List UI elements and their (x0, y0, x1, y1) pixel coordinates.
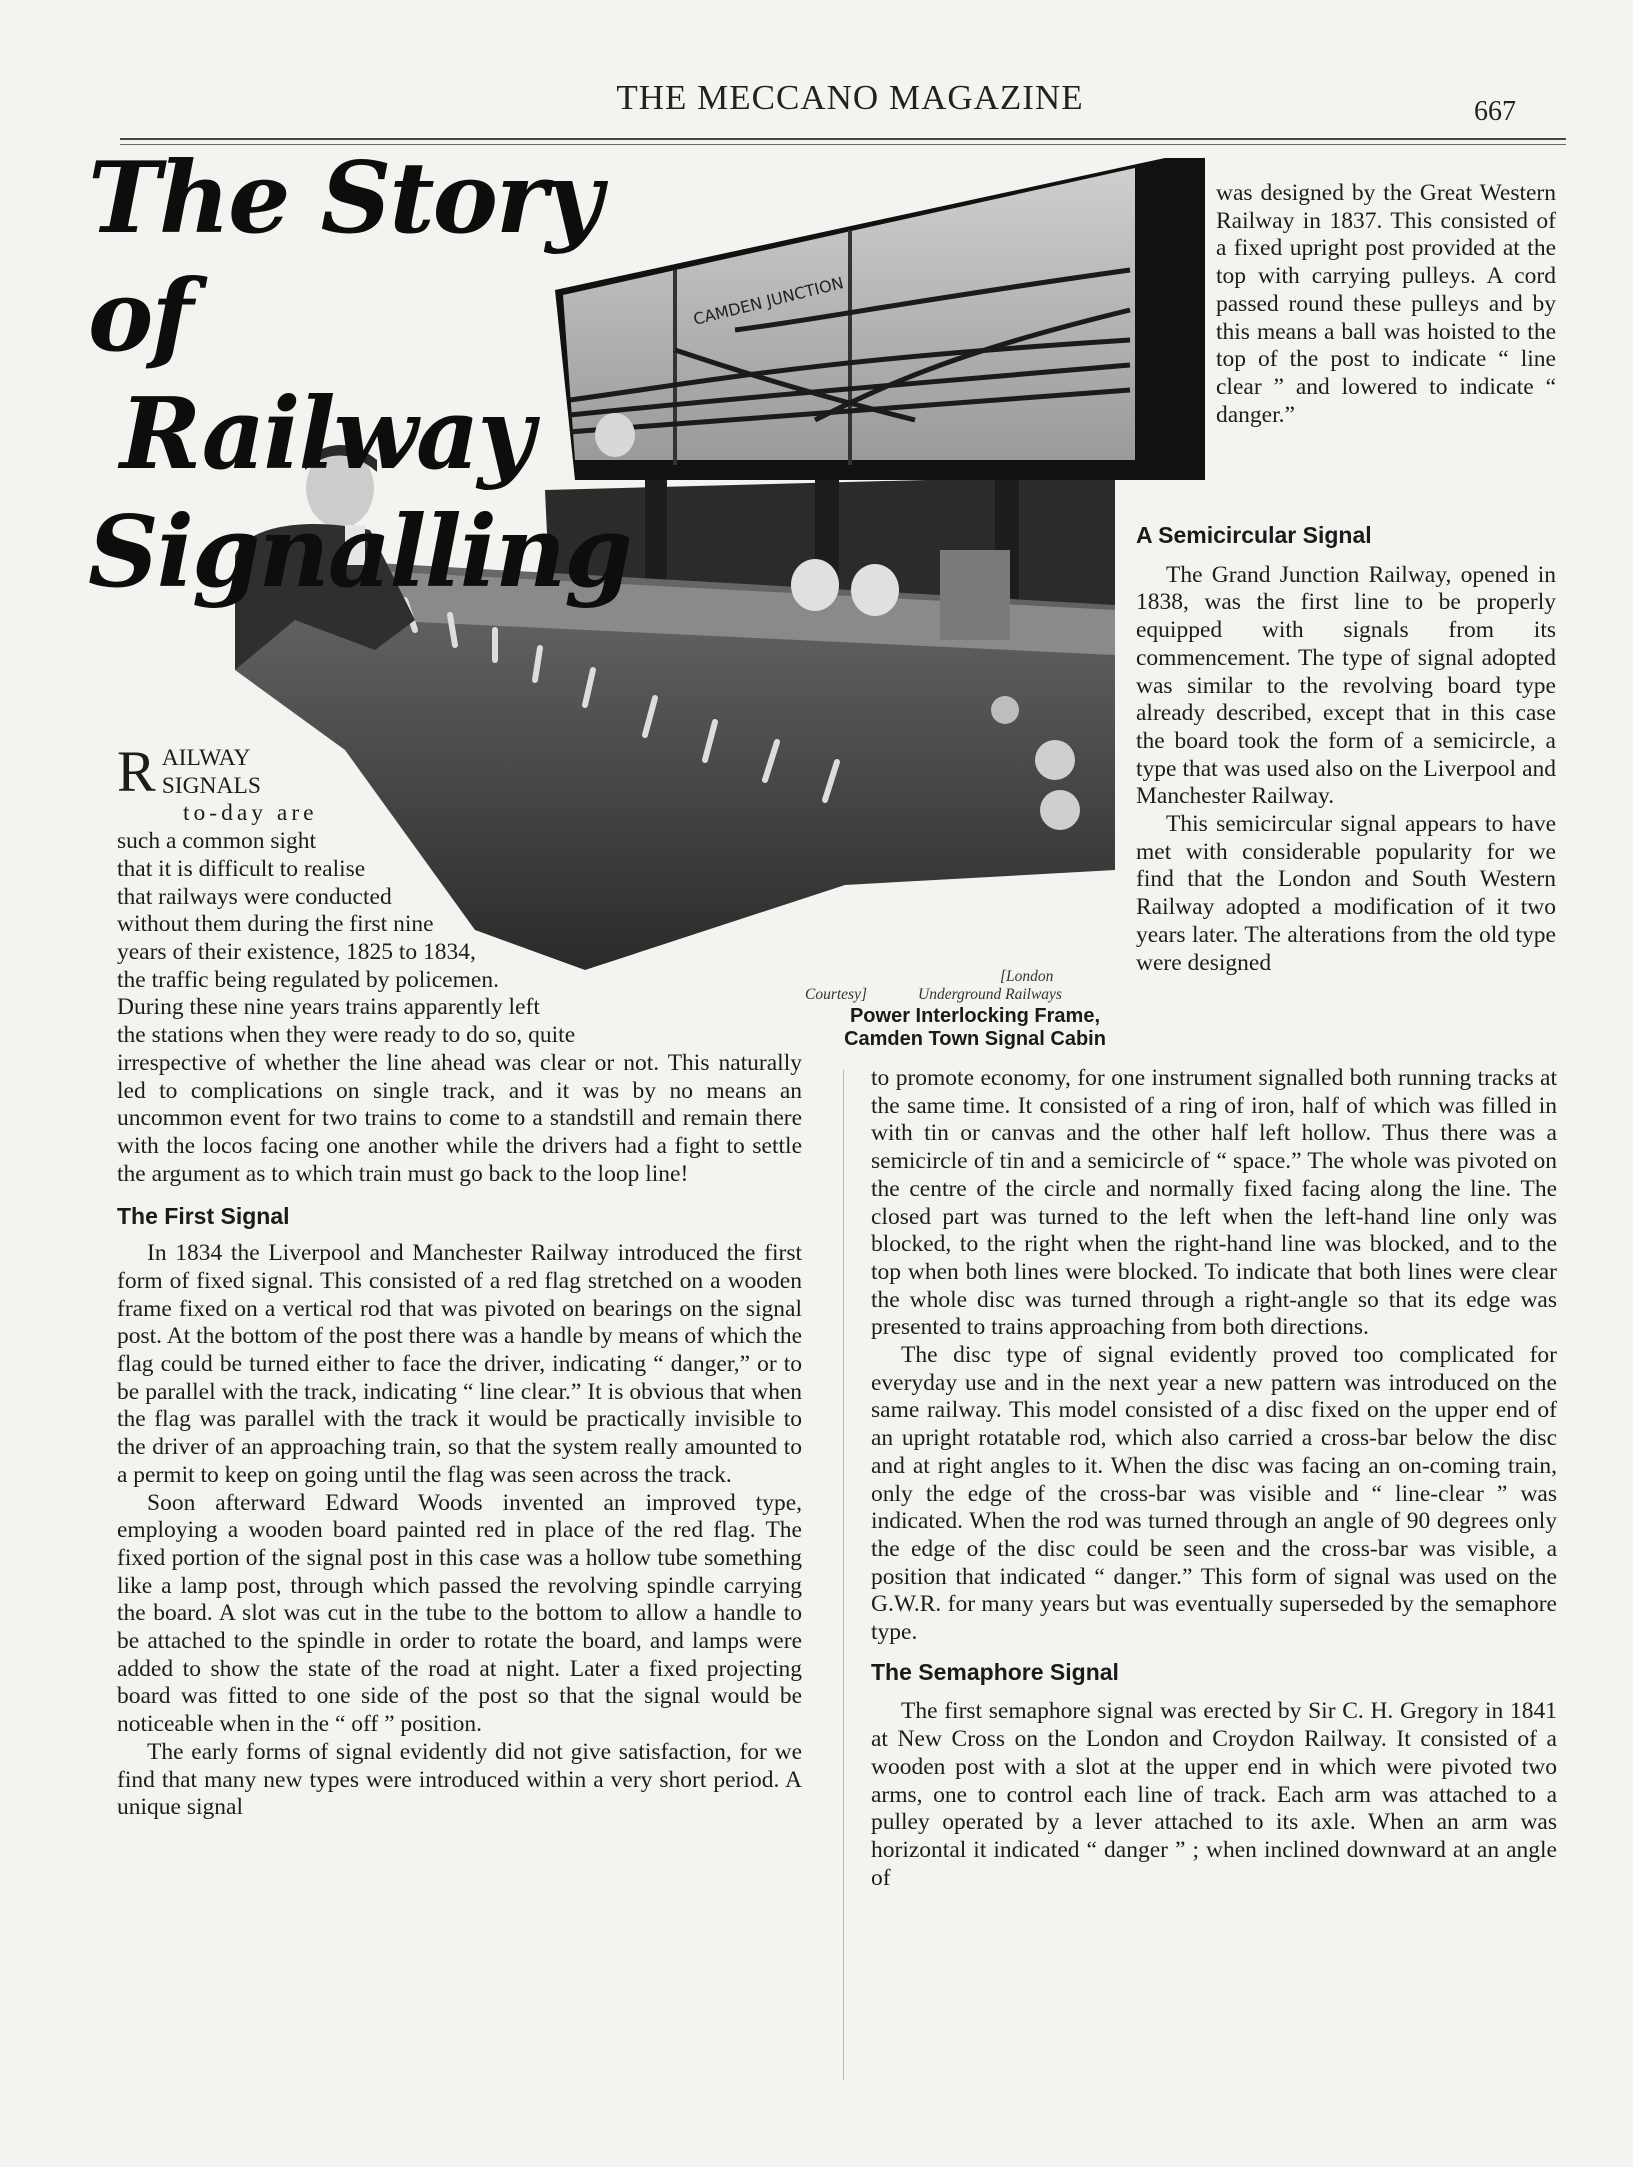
intro-line: years of their existence, 1825 to 1834, (117, 938, 476, 965)
title-line-1: The Story of (88, 141, 601, 374)
magazine-title: THE MECCANO MAGAZINE (616, 78, 1084, 117)
caption-credit-left: Courtesy] (805, 986, 867, 1003)
paragraph: In 1834 the Liverpool and Manchester Railway introduced the first form of fixed signal. This consisted of a red flag stretched on a wooden frame fixed on a vertical rod that was pivoted on bearings on the signal post. At the bottom of the post there was a handle by means of which the flag could be turned either to face the driver, indicating “ danger,” or to be parallel with the track, indicating “ line clear.” It is obvious that when the flag was parallel with the track it would be practically invisible to the driver of an approaching train, so that the system really amounted to a permit to keep on going until the flag was seen across the track. (117, 1240, 802, 1488)
intro-line: such a common sight (117, 828, 317, 855)
section-heading: The First Signal (117, 1202, 290, 1229)
intro-line: During these nine years trains apparently left (117, 994, 540, 1021)
caption-credit-right-2: Underground Railways (918, 986, 1062, 1003)
section-heading: The Semaphore Signal (871, 1658, 1119, 1685)
paragraph: The Grand Junction Railway, opened in 1838, was the first line to be properly equipped with signals from its commencement. The type of signal adopted was similar to the revolving board type already described, except that in this case the board took the form of a semicircle, a type that was used also on the Liverpool and Manchester Railway. (1136, 561, 1556, 810)
paragraph: irrespective of whether the line ahead was clear or not. This naturally led to complications on single track, and it was by no means an uncommon event for two trains to come to a standstill and remain there with the locos facing one another while the drivers had a fight to settle the argument as to which train must go back to the loop line! (117, 1050, 802, 1187)
intro-paragraph (117, 739, 817, 1050)
caption-credit-right-1: [London (1000, 968, 1054, 985)
paragraph: to promote economy, for one instrument signalled both running tracks at the same time. It consisted of a ring of iron, half of which was filled in with tin or canvas and the other half left hollow. Thus there was a semicircle of tin and a semicircle of “ space.” The whole was pivoted on the centre of the circle and normally fixed facing along the line. The closed part was turned to the left when the left-hand line only was blocked, to the right when the right-hand line was blocked, and to the top when both lines were blocked. To indicate that both lines were clear the whole disc was turned through a right-angle so that its edge was presented to trains approaching from both directions. (871, 1065, 1557, 1341)
intro-line: without them during the first nine (117, 911, 434, 938)
left-column-body (117, 1050, 802, 1822)
paragraph: This semicircular signal appears to have met with considerable popularity for we find that the London and South Western Railway adopted a modification of it two years later. The alterations from the old type were designed (1136, 811, 1556, 976)
paragraph: was designed by the Great Western Railway in 1837. This consisted of a fixed upright post provided at the top with carrying pulleys. A cord passed round these pulleys and by this means a ball was hoisted to the top of the post to indicate “ line clear ” and lowered to indicate “ danger.” (1216, 180, 1556, 428)
intro-line: that it is difficult to realise (117, 855, 366, 882)
panel-label: CAMDEN JUNCTION (691, 273, 846, 329)
right-column-semicircular (1136, 522, 1556, 977)
article-title (88, 140, 631, 612)
paragraph: The first semaphore signal was erected by Sir C. H. Gregory in 1841 at New Cross on the London and Croydon Railway. It consisted of a wooden post with a slot at the upper end in which were pivoted two arms, one to control each line of track. Each arm was attached to a pulley operated by a lever attached to its axle. When an arm was horizontal it indicated “ danger ” ; when inclined downward at an angle of (871, 1698, 1557, 1891)
intro-line: that railways were conducted (117, 883, 392, 910)
right-column-top (1216, 180, 1556, 429)
section-heading: A Semicircular Signal (1136, 522, 1372, 548)
page-number: 667 (1474, 96, 1516, 127)
paragraph: The early forms of signal evidently did not give satisfaction, for we find that many new types were introduced within a very short period. A unique signal (117, 1738, 802, 1821)
right-column-body (871, 1065, 1557, 1892)
intro-line: the stations when they were ready to do so, quite (117, 1022, 576, 1049)
intro-line: the traffic being regulated by policemen. (117, 966, 499, 993)
title-line-3: Signalling (88, 495, 631, 610)
intro-line: AILWAY (161, 745, 251, 771)
intro-line: to-day are (183, 800, 318, 827)
title-line-2: Railway (120, 377, 533, 492)
paragraph: The disc type of signal evidently proved too complicated for everyday use and in the next year a new pattern was introduced on the same railway. This model consisted of a disc fixed on the upper end of an upright rotatable rod, which also carried a cross-bar below the disc and at right angles to it. When the disc was facing an on-coming train, only the edge of the cross-bar was visible and “ line-clear ” was indicated. When the rod was turned through an angle of 90 degrees only the edge of the disc could be seen and the cross-bar was visible, a position that indicated “ danger.” This form of signal was used on the G.W.R. for many years but was eventually superseded by the semaphore type. (871, 1342, 1557, 1646)
drop-cap: R (117, 739, 156, 804)
caption-title-1: Power Interlocking Frame, (849, 1005, 1101, 1027)
intro-line: SIGNALS (161, 772, 261, 799)
caption-title-2: Camden Town Signal Cabin (844, 1028, 1106, 1050)
column-divider (843, 1070, 844, 2080)
paragraph: Soon afterward Edward Woods invented an improved type, employing a wooden board painted red in place of the red flag. The fixed portion of the signal post in this case was a hollow tube something like a lamp post, through which passed the revolving spindle carrying the board. A slot was cut in the tube to the bottom to allow a handle to be attached to the spindle in order to rotate the board, and lamps were added to show the state of the road at night. Later a fixed projecting board was fitted to one side of the post so that the signal would be noticeable when in the “ off ” position. (117, 1489, 802, 1738)
